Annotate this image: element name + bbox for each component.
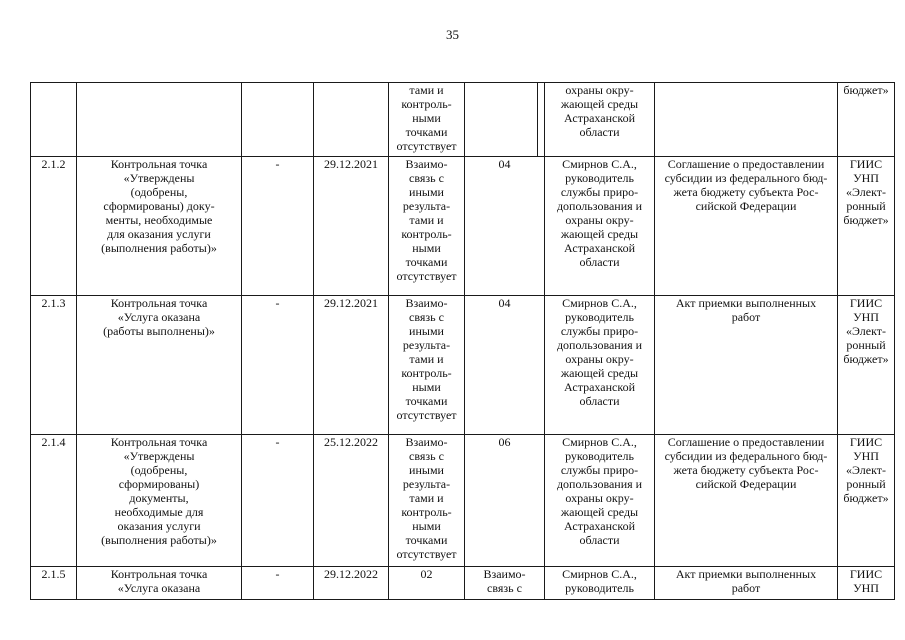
cell-col3: - <box>242 157 314 296</box>
cell-col6 <box>465 83 538 157</box>
cell-col6: Взаимо- связь с <box>465 567 545 600</box>
cell-responsible: Смирнов С.А., руководитель службы приро- допользования и охраны окру- жающей среды Астраханской области <box>545 157 655 296</box>
cell-name: Контрольная точка «Утверждены (одобрены, сформированы) доку- менты, необходимые для оказания услуги (выполнения работы)» <box>77 157 242 296</box>
cell-document: Акт приемки выполненных работ <box>655 567 838 600</box>
cell-col6: 06 <box>465 435 545 567</box>
cell-document: Соглашение о предоставлении субсидии из федерального бюд- жета бюджету субъекта Рос- сийской Федерации <box>655 157 838 296</box>
document-table <box>30 82 895 600</box>
cell-responsible: Смирнов С.А., руководитель службы приро- допользования и охраны окру- жающей среды Астраханской области <box>545 296 655 435</box>
cell-date: 25.12.2022 <box>314 435 389 567</box>
cell-relation: 02 <box>389 567 465 600</box>
cell-date <box>314 83 389 157</box>
cell-system: ГИИС УНП «Элект- ронный бюджет» <box>838 296 895 435</box>
cell-date: 29.12.2021 <box>314 157 389 296</box>
cell-system: ГИИС УНП «Элект- ронный бюджет» <box>838 435 895 567</box>
cell-col3 <box>242 83 314 157</box>
cell-name: Контрольная точка «Услуга оказана (работы выполнены)» <box>77 296 242 435</box>
cell-num: 2.1.5 <box>31 567 77 600</box>
cell-relation: Взаимо- связь с иными результа- тами и контроль- ными точками отсутствует <box>389 296 465 435</box>
cell-col3: - <box>242 435 314 567</box>
table-row-continued <box>31 83 895 157</box>
cell-relation: Взаимо- связь с иными результа- тами и контроль- ными точками отсутствует <box>389 435 465 567</box>
cell-narrow <box>538 83 545 157</box>
cell-date: 29.12.2022 <box>314 567 389 600</box>
cell-system: ГИИС УНП <box>838 567 895 600</box>
cell-col3: - <box>242 567 314 600</box>
cell-num: 2.1.4 <box>31 435 77 567</box>
cell-system: бюджет» <box>838 83 895 157</box>
table-row <box>31 157 895 296</box>
cell-relation: тами и контроль- ными точками отсутствует <box>389 83 465 157</box>
cell-col3: - <box>242 296 314 435</box>
cell-document: Акт приемки выполненных работ <box>655 296 838 435</box>
table-row <box>31 435 895 567</box>
cell-responsible: Смирнов С.А., руководитель службы приро- допользования и охраны окру- жающей среды Астраханской области <box>545 435 655 567</box>
cell-document: Соглашение о предоставлении субсидии из федерального бюд- жета бюджету субъекта Рос- сийской Федерации <box>655 435 838 567</box>
cell-date: 29.12.2021 <box>314 296 389 435</box>
cell-col6: 04 <box>465 296 545 435</box>
cell-name <box>77 83 242 157</box>
cell-document <box>655 83 838 157</box>
cell-num: 2.1.3 <box>31 296 77 435</box>
cell-system: ГИИС УНП «Элект- ронный бюджет» <box>838 157 895 296</box>
cell-responsible: Смирнов С.А., руководитель <box>545 567 655 600</box>
cell-responsible: охраны окру- жающей среды Астраханской области <box>545 83 655 157</box>
cell-name: Контрольная точка «Утверждены (одобрены, сформированы) документы, необходимые для оказания услуги (выполнения работы)» <box>77 435 242 567</box>
cell-name: Контрольная точка «Услуга оказана <box>77 567 242 600</box>
cell-num <box>31 83 77 157</box>
cell-relation: Взаимо- связь с иными результа- тами и контроль- ными точками отсутствует <box>389 157 465 296</box>
page-number: 35 <box>446 27 459 42</box>
table-row-partial <box>31 567 895 600</box>
cell-num: 2.1.2 <box>31 157 77 296</box>
cell-col6: 04 <box>465 157 545 296</box>
table-row <box>31 296 895 435</box>
